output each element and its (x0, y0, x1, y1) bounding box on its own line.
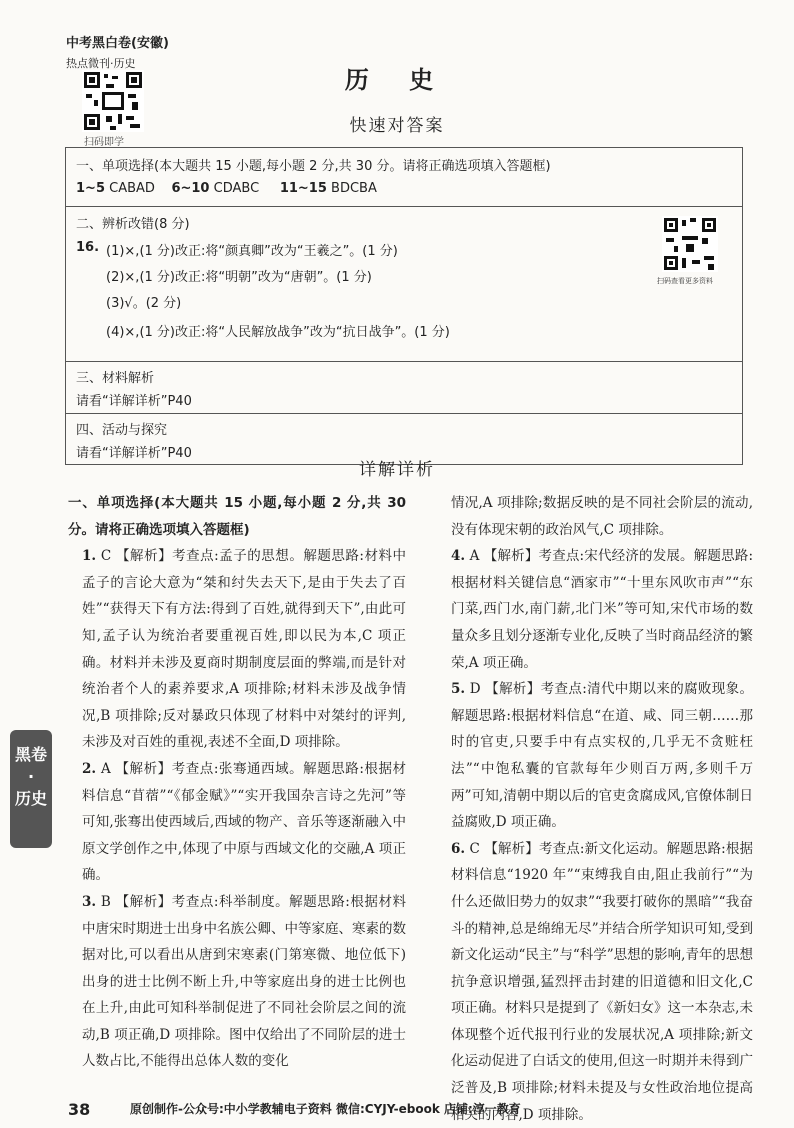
question-number: 3. (82, 893, 97, 910)
question-number: 2. (82, 760, 97, 777)
section-correction (66, 207, 742, 362)
section-reference: 请看“详解详析”P40 (76, 446, 192, 461)
section-heading: 一、单项选择(本大题共 15 小题,每小题 2 分,共 30 分。请将正确选项填入答题框) (76, 159, 551, 174)
qr-caption: 扫码查看更多资料 (657, 277, 713, 285)
section-heading: 四、活动与探究 (76, 423, 168, 438)
answer-range: 6~10 (171, 181, 210, 196)
section-single-choice (66, 148, 742, 207)
continuation-text: 情况,A 项排除;数据反映的是不同社会阶层的流动,没有体现宋朝的政治风气,C 项排除。 (451, 495, 753, 538)
answer-values: BDCBA (331, 181, 377, 196)
question-number: 1. (82, 548, 97, 565)
section-heading: 一、单项选择(本大题共 15 小题,每小题 2 分,共 30 分。请将正确选项填入答题框) (68, 495, 406, 538)
subject-title: 历 史 (344, 65, 450, 94)
series-title: 中考黑白卷(安徽) (66, 36, 169, 51)
answer-range: 11~15 (279, 181, 327, 196)
explanation-text: D 【解析】考查点:清代中期以来的腐败现象。解题思路:根据材料信息“在道、咸、同三朝……那时的官吏,只要手中有点实权的,几乎无不贪赃枉法”“中饱私囊的官款每年少则百万两,多则千万两”可知,清朝中期以后的官吏贪腐成风,官僚体制日益腐败,D 项正确。 (451, 681, 753, 831)
question-number: 16. (76, 240, 100, 255)
side-tab-line: · (27, 767, 35, 786)
correction-line: (2)×,(1 分)改正:将“明朝”改为“唐朝”。(1 分) (106, 270, 372, 285)
page-number: 38 (68, 1100, 91, 1119)
qr-code-icon[interactable] (662, 216, 718, 272)
detail-right-column (437, 490, 753, 1128)
answer-explanation (68, 889, 406, 1075)
explanation-text: A 【解析】考查点:张骞通西域。解题思路:根据材料信息“苜蓿”“《郁金赋》”“实开我国杂言诗之先河”等可知,张骞出使西域后,西域的物产、音乐等逐渐融入中原文学创作之中,体现了中原与西域文化的交融,A 项正确。 (82, 760, 407, 884)
question-number: 5. (451, 681, 466, 698)
correction-line: (1)×,(1 分)改正:将“颜真卿”改为“王羲之”。(1 分) (106, 244, 398, 259)
quick-answers-title: 快速对答案 (349, 116, 445, 136)
section-heading: 三、材料解析 (76, 371, 155, 386)
explanation-text: A 【解析】考查点:宋代经济的发展。解题思路:根据材料关键信息“酒家市”“十里东风吹市声”“东门菜,西门水,南门薪,北门米”等可知,宋代市场的数量众多且划分逐渐专业化,反映了当时商品经济的繁荣,A 项正确。 (451, 548, 754, 671)
detail-title: 详解详析 (359, 460, 435, 480)
detail-left-column (68, 490, 406, 1075)
answer-range: 1~5 (76, 181, 105, 196)
section-material (66, 362, 742, 414)
explanation-text: C 【解析】考查点:孟子的思想。解题思路:材料中孟子的言论大意为“桀和纣失去天下,是由于失去了百姓”“获得天下有方法:得到了百姓,就得到天下”,由此可知,孟子认为统治者要重视百姓,即以民为本,C 项正确。材料并未涉及夏商时期制度层面的弊端,而是针对统治者个人的素养要求,A 项排除;材料未涉及战争情况,B 项排除;反对暴政只体现了材料中对桀纣的评判,未涉及对百姓的重视,表述不全面,D 项排除。 (82, 548, 406, 751)
footer-text: 原创制作-公众号:中小学教辅电子资料 微信:CYJY-ebook 店铺:淳一教育 (130, 1102, 521, 1116)
section-reference: 请看“详解详析”P40 (76, 394, 192, 409)
question-number: 6. (451, 840, 466, 857)
side-tab (10, 730, 52, 848)
answer-explanation (437, 836, 753, 1128)
answer-explanation (437, 543, 753, 676)
series-subtitle: 热点微刊·历史 (66, 57, 136, 70)
answer-explanation (68, 756, 406, 889)
correction-line: (3)√。(2 分) (106, 296, 182, 311)
answer-values: CDABC (213, 181, 260, 196)
correction-line: (4)×,(1 分)改正:将“人民解放战争”改为“抗日战争”。(1 分) (106, 325, 450, 340)
quick-answers-box (65, 147, 743, 465)
answer-explanation (68, 543, 406, 756)
section-heading: 二、辨析改错(8 分) (76, 217, 190, 232)
qr-caption: 扫码即学 (84, 137, 124, 148)
side-tab-label (10, 744, 52, 810)
explanation-text: C 【解析】考查点:新文化运动。解题思路:根据材料信息“1920 年”“束缚我自由,阻止我前行”“为什么还做旧势力的奴隶”“我要打破你的黑暗”“我奋斗的精神,总是绵绵无尽”并结合所学知识可知,受到新文化运动“民主”与“科学”思想的影响,青年的思想抗争意识增强,猛烈抨击封建的旧道德和旧文化,C 项正确。材料只是提到了《新妇女》这一本杂志,未体现整个近代报刊行业的发展状况,A 项排除;新文化运动促进了白话文的使用,但这一时期并未得到广泛普及,B 项排除;材料未提及与女性政治地位提高相关的内容,D 项排除。 (451, 840, 754, 1123)
answer-explanation (437, 676, 753, 836)
answer-line (76, 181, 377, 196)
side-tab-line: 黑卷 (14, 745, 47, 764)
question-number: 4. (451, 548, 466, 565)
explanation-text: B 【解析】考查点:科举制度。解题思路:根据材料中唐宋时期进士出身中名族公卿、中等家庭、寒素的数据对比,可以看出从唐到宋寒素(门第寒微、地位低下)出身的进士比例不断上升,中等家庭出身的进士比例也在上升,由此可知科举制促进了不同社会阶层之间的流动,B 项正确,D 项排除。图中仅给出了不同阶层的进士人数占比,不能得出总体人数的变化 (82, 893, 406, 1070)
answer-values: CABAD (109, 181, 155, 196)
side-tab-line: 历史 (14, 789, 47, 808)
